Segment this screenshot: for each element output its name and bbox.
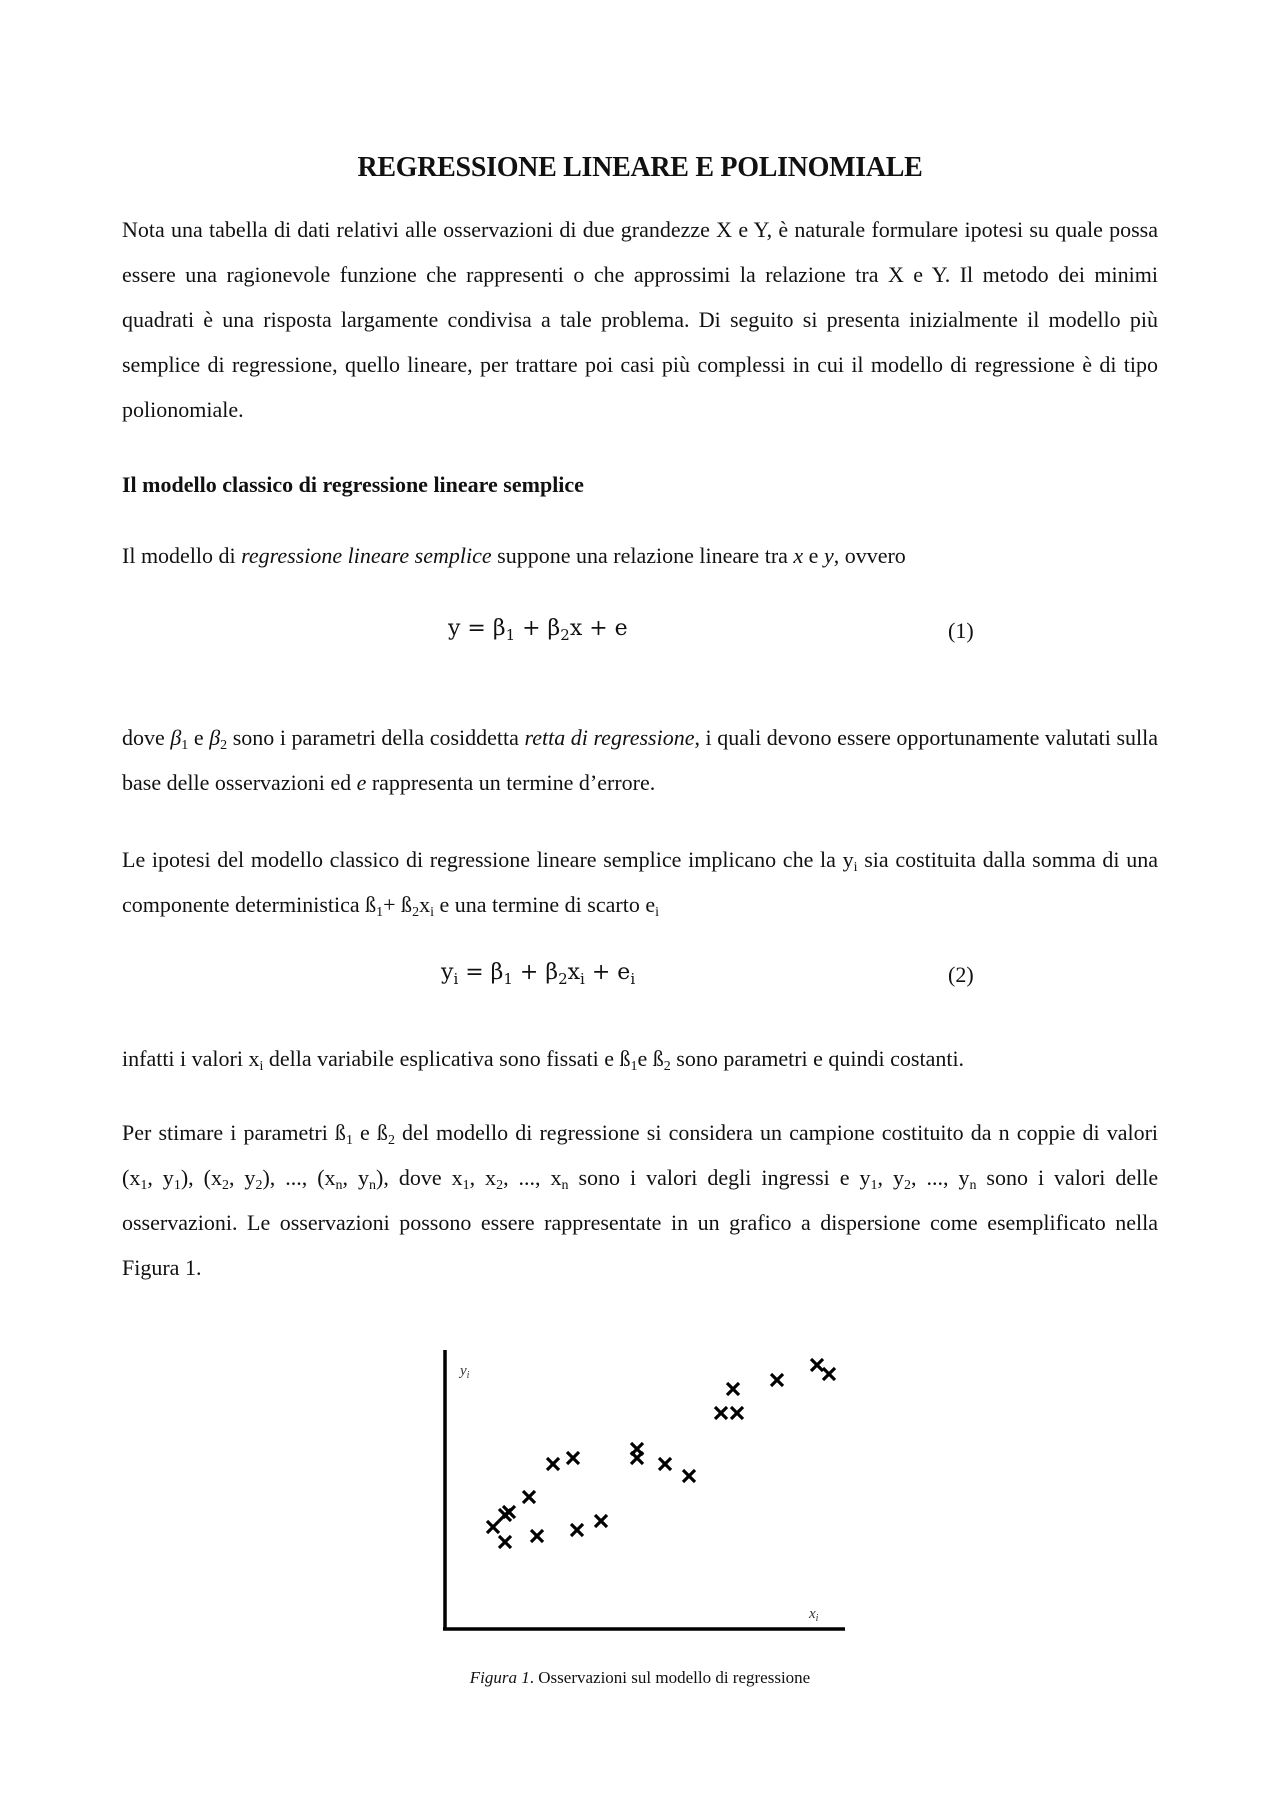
x-marker [595,1515,607,1527]
paragraph-sample: Per stimare i parametri $ß_1$ e $ß_2$ del modello di regressione si considera un campione costituito da n coppie di valori ($x_1$, $y_1$), ($x_2$, $y_2$), ..., ($x_n$, $y_n$), dove $x_1$, $x_2$, ..., $x_n$ sono i valori degli ingressi e $y_1$, $y_2$, ..., $y_n$ sono i valori delle osservazioni. Le osservazioni possono essere rappresentate in un grafico a dispersione come esemplificato nella Figura 1. [122,1120,1159,1280]
x-marker [571,1524,583,1536]
x-marker [715,1407,727,1419]
scatter-plot-figure [440,1345,860,1645]
x-marker [487,1521,499,1533]
equation-2-number: (2) [948,962,974,987]
x-marker [731,1407,743,1419]
intro-paragraph: Nota una tabella di dati relativi alle osservazioni di due grandezze X e Y, è naturale formulare ipotesi su quale possa essere una ragionevole funzione che rappresenti o che approssimi la relazione tra X e Y. Il metodo dei minimi quadrati è una risposta largamente condivisa a tale problema. Di seguito si presenta inizialmente il modello più semplice di regressione, quello lineare, per trattare poi casi più complessi in cui il modello di regressione è di tipo polionomiale. [122,217,1158,422]
x-axis-label: $x_i$ [809,1606,819,1624]
x-marker [811,1359,823,1371]
x-marker [727,1383,739,1395]
x-marker [631,1452,643,1464]
paragraph-fixed-values: infatti i valori $x_i$ della variabile esplicativa sono fissati e $ß_1e$ $ß_2$ sono parametri e quindi costanti. [122,1046,965,1074]
axes [443,1350,845,1630]
x-marker [503,1506,515,1518]
x-marker [531,1530,543,1542]
y-axis-label: $y_i$ [460,1363,470,1381]
x-marker [683,1470,695,1482]
paragraph-hypotheses: Le ipotesi del modello classico di regressione lineare semplice implicano che la $y_i$ sia costituita dalla somma di una componente deterministica $ß_1+$ $ß_2x_i$ e una termine di scarto $e_i$ [122,847,1158,920]
x-marker [823,1368,835,1380]
x-marker [771,1374,783,1386]
x-marker [499,1536,511,1548]
equation-1-number: (1) [948,618,974,643]
x-marker [567,1452,579,1464]
paragraph-model-definition: Il modello di regressione lineare semplice suppone una relazione lineare tra x e y, ovvero [122,543,906,568]
data-markers [487,1359,835,1548]
figure-caption: Figura 1. Osservazioni sul modello di regressione [469,1668,811,1687]
document-title: REGRESSIONE LINEARE E POLINOMIALE [357,152,923,183]
equation-1: $y = \beta_1 + \beta_2x + e$ [448,616,628,644]
equation-2: $y_i = \beta_1 + \beta_2x_i + e_i$ [441,960,636,988]
x-marker [547,1458,559,1470]
paragraph-parameters: dove $\beta_1$ e $\beta_2$ sono i parametri della cosiddetta retta di regressione, i quali devono essere opportunamente valutati sulla base delle osservazioni ed e rappresenta un termine d’errore. [122,725,1159,795]
x-marker [659,1458,671,1470]
x-marker [523,1491,535,1503]
section-heading: Il modello classico di regressione lineare semplice [122,472,584,497]
